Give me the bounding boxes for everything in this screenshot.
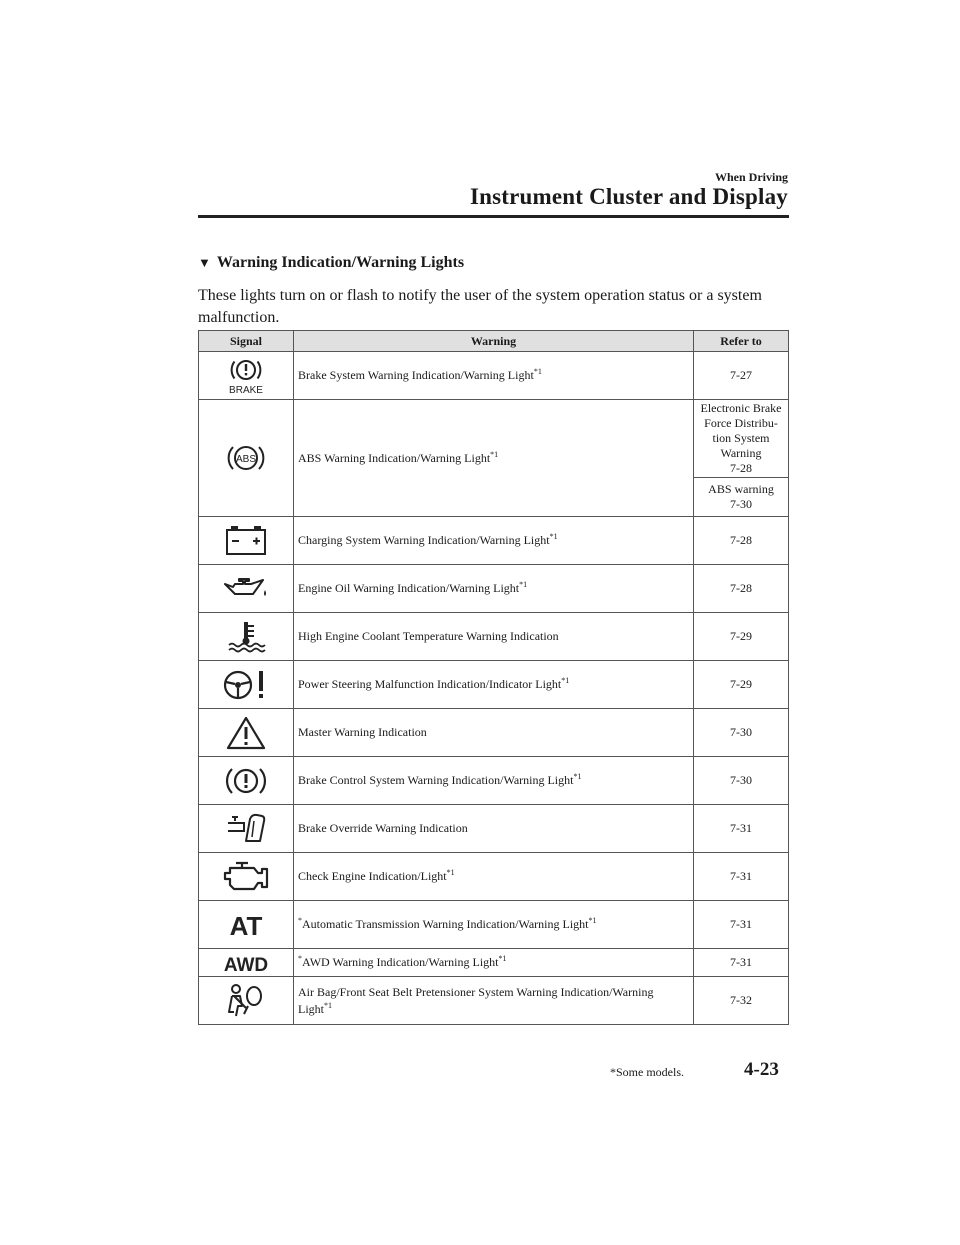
signal-cell	[199, 901, 294, 949]
ref-cell: 7-29	[694, 661, 789, 709]
ref-cell: 7-31	[694, 949, 789, 977]
intro-paragraph: These lights turn on or flash to notify the user of the system operation status or a system malfunction.	[198, 287, 762, 326]
signal-cell	[199, 949, 294, 977]
ref-line: ABS warning	[708, 482, 774, 496]
signal-cell	[199, 400, 294, 517]
signal-cell	[199, 709, 294, 757]
warning-cell	[294, 613, 694, 661]
ref-cell-ebd	[694, 400, 789, 478]
ref-cell: 7-30	[694, 757, 789, 805]
warning-text: Brake Control System Warning Indication/Warning Light	[298, 773, 574, 787]
signal-cell	[199, 517, 294, 565]
warning-text: Engine Oil Warning Indication/Warning Light	[298, 581, 520, 595]
warning-text: Master Warning Indication	[298, 725, 427, 739]
table-row	[199, 613, 789, 661]
brake-override-icon	[224, 811, 268, 847]
signal-cell	[199, 352, 294, 400]
column-header-refer-to: Refer to	[694, 331, 789, 352]
header-section: When Driving	[714, 170, 788, 184]
footnote-marker: *1	[561, 676, 570, 685]
footnote-marker: *1	[588, 916, 597, 925]
table-row	[199, 661, 789, 709]
footnote-marker: *1	[324, 1000, 332, 1010]
warning-cell	[294, 977, 694, 1025]
warning-cell	[294, 565, 694, 613]
ref-line: Warning	[720, 446, 762, 460]
brake-control-icon	[224, 763, 268, 799]
ref-cell: 7-31	[694, 901, 789, 949]
warning-lights-table	[198, 330, 789, 1025]
ref-cell: 7-28	[694, 517, 789, 565]
awd-icon-label: AWD	[223, 954, 269, 975]
table-row	[199, 517, 789, 565]
section-heading	[198, 254, 464, 272]
power-steering-icon	[218, 667, 274, 703]
oil-can-icon	[221, 574, 271, 604]
footnote-marker: *1	[519, 580, 528, 589]
signal-cell	[199, 977, 294, 1025]
ref-cell: 7-31	[694, 805, 789, 853]
footnote-marker: *1	[533, 367, 542, 376]
ref-cell: 7-32	[694, 977, 789, 1025]
warning-cell	[294, 661, 694, 709]
warning-cell	[294, 709, 694, 757]
table-row	[199, 977, 789, 1025]
ref-line: Electronic Brake	[700, 401, 782, 415]
page-number: 4-23	[744, 1059, 779, 1080]
table-row	[199, 757, 789, 805]
warning-text: Check Engine Indication/Light	[298, 869, 447, 883]
warning-cell	[294, 400, 694, 517]
brake-icon-label: BRAKE	[229, 384, 263, 396]
ref-cell-abs	[694, 478, 789, 517]
warning-text: Brake System Warning Indication/Warning Light	[298, 368, 534, 382]
some-models-marker: *	[298, 916, 302, 925]
warning-text: Brake Override Warning Indication	[298, 821, 468, 835]
footnote-marker: *1	[490, 449, 499, 459]
airbag-icon	[224, 982, 268, 1020]
ref-cell: 7-30	[694, 709, 789, 757]
signal-cell	[199, 661, 294, 709]
warning-cell	[294, 805, 694, 853]
signal-cell	[199, 613, 294, 661]
warning-cell	[294, 901, 694, 949]
warning-text: Automatic Transmission Warning Indication/Warning Light	[302, 917, 589, 931]
abs-warning-icon	[226, 441, 266, 475]
master-warning-icon	[224, 715, 268, 751]
warning-text: High Engine Coolant Temperature Warning Indication	[298, 629, 559, 643]
warning-text: ABS Warning Indication/Warning Light	[298, 450, 491, 465]
warning-text: AWD Warning Indication/Warning Light	[302, 955, 499, 969]
signal-cell	[199, 805, 294, 853]
ref-line: tion System	[712, 431, 770, 445]
ref-cell: 7-27	[694, 352, 789, 400]
ref-cell: 7-28	[694, 565, 789, 613]
ref-cell: 7-29	[694, 613, 789, 661]
footnote-marker: *1	[446, 868, 455, 877]
table-row	[199, 805, 789, 853]
footnote-marker: *1	[549, 532, 558, 541]
table-row	[199, 352, 789, 400]
footnote-some-models: *Some models.	[610, 1065, 684, 1079]
warning-cell	[294, 949, 694, 977]
table-row	[199, 901, 789, 949]
coolant-temperature-icon	[223, 619, 269, 655]
header-rule	[198, 215, 789, 218]
table-row	[199, 949, 789, 977]
ref-cell: 7-31	[694, 853, 789, 901]
warning-cell	[294, 352, 694, 400]
footnote-marker: *1	[498, 954, 507, 963]
column-header-signal: Signal	[199, 331, 294, 352]
table-row	[199, 400, 789, 478]
warning-text: Air Bag/Front Seat Belt Pretensioner System Warning Indication/Warning Light	[298, 984, 654, 1016]
check-engine-icon	[220, 859, 272, 895]
ref-line: 7-30	[730, 497, 752, 511]
warning-cell	[294, 757, 694, 805]
table-row	[199, 853, 789, 901]
warning-cell	[294, 517, 694, 565]
table-row	[199, 709, 789, 757]
battery-icon	[221, 524, 271, 558]
ref-line: 7-28	[730, 461, 752, 475]
column-header-warning: Warning	[294, 331, 694, 352]
warning-text: Power Steering Malfunction Indication/Indicator Light	[298, 677, 562, 691]
some-models-marker: *	[298, 954, 302, 963]
signal-cell	[199, 757, 294, 805]
section-heading-text: Warning Indication/Warning Lights	[216, 254, 465, 271]
table-row	[199, 565, 789, 613]
signal-cell	[199, 853, 294, 901]
table-header-row	[199, 331, 789, 352]
signal-cell	[199, 565, 294, 613]
triangle-marker-icon: ▼	[198, 255, 211, 270]
at-warning-icon	[224, 910, 268, 940]
abs-icon-label: ABS	[235, 454, 257, 465]
at-icon-label: AT	[229, 910, 263, 940]
page-title: Instrument Cluster and Display	[469, 184, 788, 209]
ref-line: Force Distribu-	[704, 416, 778, 430]
footnote-marker: *1	[573, 772, 582, 781]
brake-warning-icon	[226, 356, 266, 396]
awd-warning-icon	[220, 951, 272, 975]
warning-text: Charging System Warning Indication/Warning Light	[298, 533, 550, 547]
warning-cell	[294, 853, 694, 901]
